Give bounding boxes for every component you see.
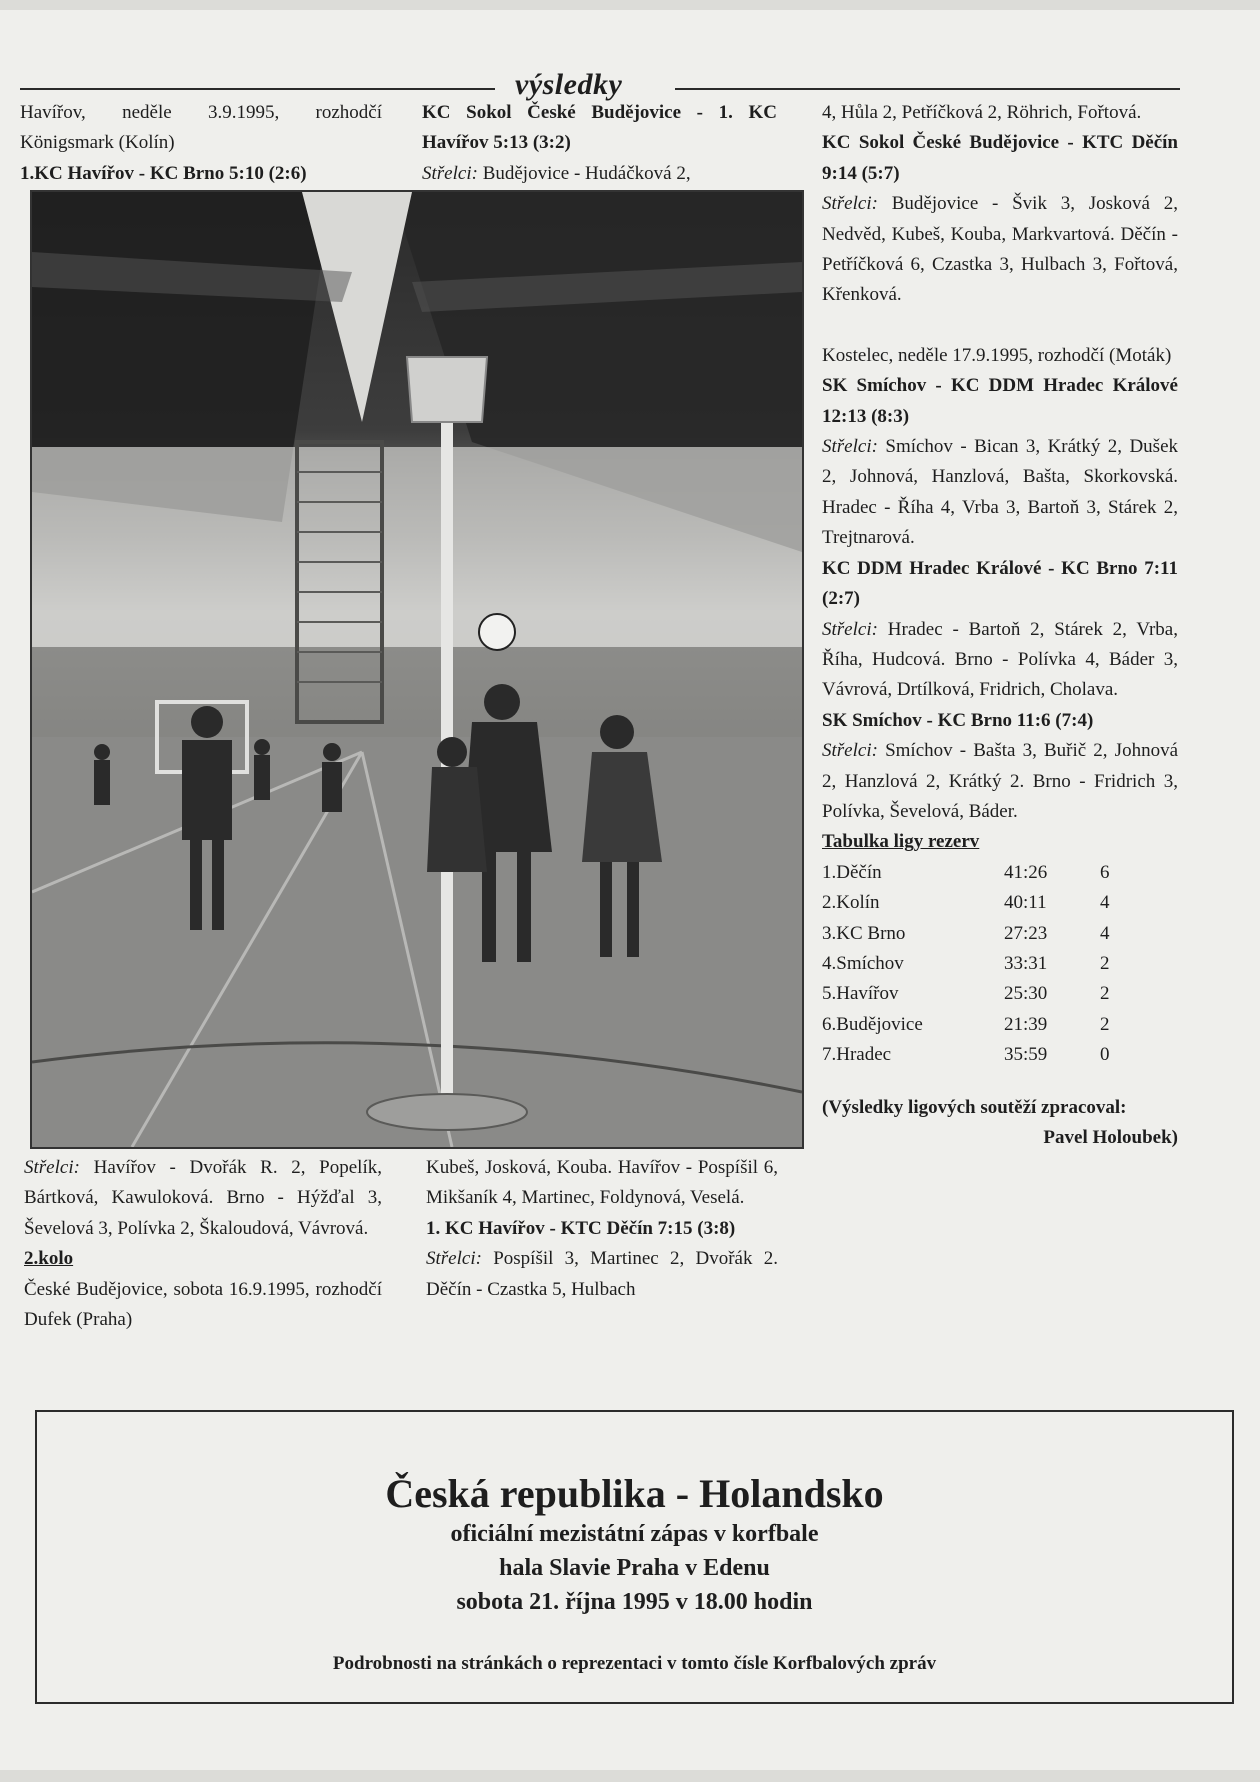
standings-score: 27:23 [1004, 922, 1048, 944]
standings-points: 4 [1100, 922, 1110, 944]
match-intro: Kostelec, neděle 17.9.1995, rozhodčí (Moták) [822, 344, 1172, 366]
scorers-text: Pospíšil 3, Martinec 2, Dvořák 2. Děčín - Czastka 5, Hulbach [426, 1248, 778, 1300]
standings-team: 7.Hradec [822, 1044, 892, 1066]
column-2-top [422, 98, 777, 189]
scorers-text: Budějovice - Švik 3, Josková 2, Nedvěd, Kubeš, Kouba, Markvartová. Děčín - Petříčková 6, Czastka 3, Hulbach 3, Fořtová, Křenková. [822, 193, 1178, 306]
match-result: KC Sokol České Budějovice - KTC Děčín 9:14 (5:7) [822, 132, 1178, 184]
match-result: 1. KC Havířov - KTC Děčín 7:15 (3:8) [426, 1217, 736, 1239]
standings-row [822, 1040, 1110, 1070]
scorers-line [822, 736, 1178, 827]
credit-line: (Výsledky ligových soutěží zpracoval: [822, 1096, 1127, 1118]
standings-row [822, 979, 1110, 1009]
match-intro: Havířov, neděle 3.9.1995, rozhodčí Königsmark (Kolín) [20, 102, 382, 154]
spacer [822, 311, 1178, 341]
standings-points: 0 [1100, 1044, 1110, 1066]
announcement-headline: Česká republika - Holandsko [385, 1471, 884, 1516]
document-page [0, 10, 1260, 1770]
scorers-text: Havířov - Dvořák R. 2, Popelík, Bártková, Kawuloková. Brno - Hýžďal 3, Ševelová 3, Polívka 2, Škaloudová, Vávrová. [24, 1157, 382, 1239]
standings-row [822, 858, 1110, 888]
scorers-line [422, 159, 777, 189]
photo-illustration [32, 192, 802, 1147]
scorers-line [426, 1244, 778, 1305]
scorers-continued: Kubeš, Josková, Kouba. Havířov - Pospíšil 6, Mikšaník 4, Martinec, Foldynová, Veselá. [426, 1157, 778, 1209]
credit-name: Pavel Holoubek) [1043, 1127, 1178, 1148]
scorers-text: Hradec - Bartoň 2, Stárek 2, Vrba, Říha, Hudcová. Brno - Polívka 4, Báder 3, Vávrová, Drtílková, Fridrich, Cholava. [822, 618, 1178, 701]
standings-row [822, 949, 1110, 979]
scorers-label: Střelci: [822, 436, 878, 458]
standings-team: 4.Smíchov [822, 952, 904, 974]
standings-score: 21:39 [1004, 1013, 1048, 1035]
scorers-label: Střelci: [24, 1157, 80, 1178]
standings-score: 41:26 [1004, 861, 1048, 883]
standings-score: 35:59 [1004, 1044, 1048, 1066]
scorers-line [822, 189, 1178, 311]
spacer [822, 1071, 1178, 1093]
announcement-line-1: oficiální mezistátní zápas v korfbale [450, 1521, 819, 1547]
standings-title: Tabulka ligy rezerv [822, 831, 980, 853]
announcement-line-3: sobota 21. října 1995 v 18.00 hodin [456, 1589, 813, 1615]
match-result: KC Sokol České Budějovice - 1. KC Havířov 5:13 (3:2) [422, 102, 777, 154]
scorers-text: Budějovice - Hudáčková 2, [482, 162, 691, 184]
match-intro: České Budějovice, sobota 16.9.1995, rozhodčí Dufek (Praha) [24, 1278, 382, 1331]
scorers-line [822, 615, 1178, 706]
scorers-line [24, 1153, 382, 1244]
match-result: SK Smíchov - KC DDM Hradec Králové 12:13 (8:3) [822, 375, 1178, 427]
header-rule-right [675, 88, 1180, 90]
standings-table [822, 858, 1110, 1071]
column-3 [822, 98, 1178, 1153]
scorers-text: Smíchov - Bican 3, Krátký 2, Dušek 2, Johnová, Hanzlová, Bašta, Skorkovská. Hradec - Říha 4, Vrba 3, Bartoň 3, Stárek 2, Trejtnarová. [822, 436, 1178, 549]
standings-team: 6.Budějovice [822, 1013, 923, 1035]
standings-points: 2 [1100, 952, 1110, 974]
column-1-bottom [24, 1153, 382, 1335]
round-heading: 2.kolo [24, 1248, 74, 1270]
announcement-note: Podrobnosti na stránkách o reprezentaci v tomto čísle Korfbalových zpráv [332, 1653, 937, 1674]
scorers-label: Střelci: [822, 193, 878, 215]
standings-team: 3.KC Brno [822, 922, 906, 944]
section-title: výsledky [515, 68, 623, 101]
standings-team: 5.Havířov [822, 983, 899, 1005]
standings-team: 2.Kolín [822, 892, 880, 914]
standings-points: 2 [1100, 983, 1110, 1005]
match-result: 1.KC Havířov - KC Brno 5:10 (2:6) [20, 162, 307, 184]
scorers-label: Střelci: [426, 1248, 482, 1270]
standings-points: 4 [1100, 892, 1110, 914]
scorers-label: Střelci: [822, 740, 878, 762]
standings-score: 33:31 [1004, 952, 1048, 974]
scorers-text: Smíchov - Bašta 3, Buřič 2, Johnová 2, Hanzlová 2, Krátký 2. Brno - Fridrich 3, Polívka, Ševelová, Báder. [822, 740, 1179, 822]
scorers-label: Střelci: [822, 618, 878, 640]
standings-row [822, 888, 1110, 918]
scorers-line [822, 432, 1178, 554]
standings-points: 2 [1100, 1013, 1110, 1035]
announcement-line-2: hala Slavie Praha v Edenu [499, 1555, 770, 1581]
header-rule-left [20, 88, 495, 90]
standings-score: 40:11 [1004, 892, 1047, 914]
column-1-top [20, 98, 382, 189]
standings-score: 25:30 [1004, 983, 1048, 1005]
match-result: SK Smíchov - KC Brno 11:6 (7:4) [822, 709, 1094, 731]
standings-row [822, 1010, 1110, 1040]
standings-team: 1.Děčín [822, 861, 882, 883]
scorers-continued: 4, Hůla 2, Petříčková 2, Röhrich, Fořtová. [822, 102, 1142, 123]
column-2-bottom [426, 1153, 778, 1305]
korfball-match-photo [30, 190, 804, 1149]
scorers-label: Střelci: [422, 162, 478, 184]
standings-row [822, 919, 1110, 949]
announcement-box [35, 1410, 1234, 1704]
standings-points: 6 [1100, 861, 1110, 883]
match-result: KC DDM Hradec Králové - KC Brno 7:11 (2:7) [822, 557, 1178, 610]
